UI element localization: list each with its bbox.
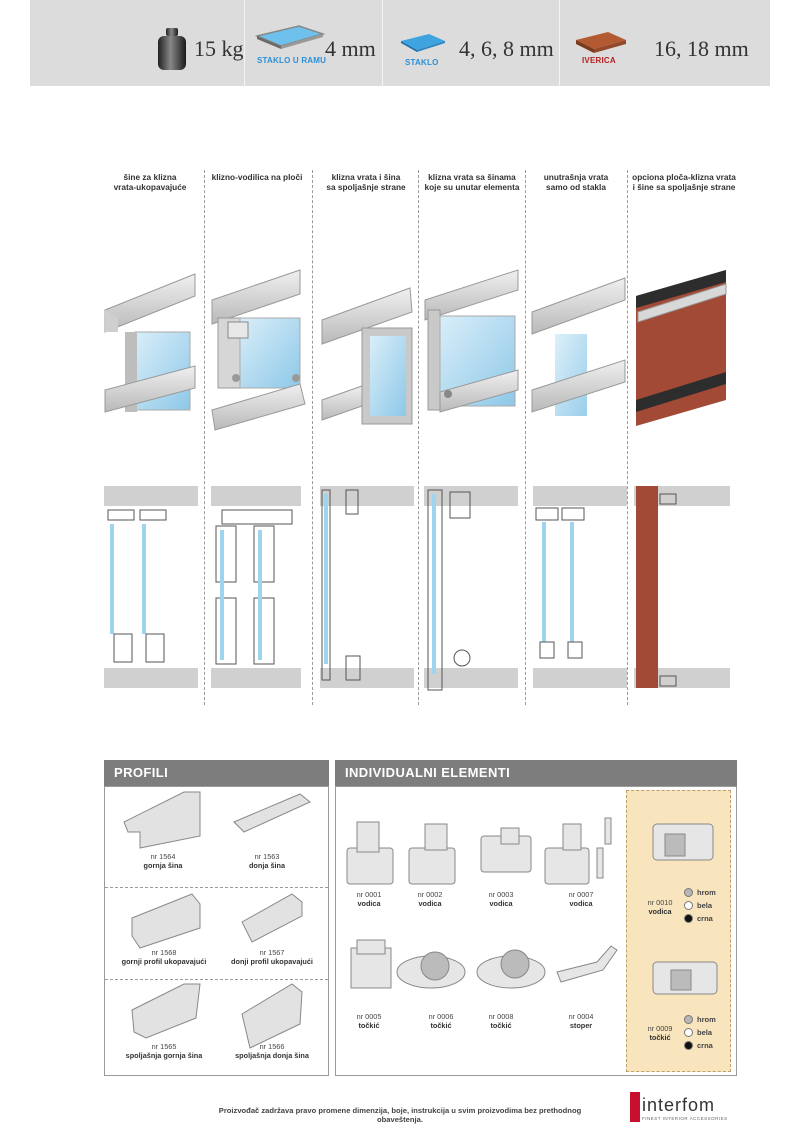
profile-caption-1567: nr 1567 donji profil ukopavajući (231, 948, 313, 966)
finish-crna: crna (684, 1041, 713, 1050)
column-title-2: klizno-vodilica na ploči (211, 172, 303, 182)
illustration-board-guide (212, 270, 305, 430)
spec-framed-glass-value: 4 mm (325, 36, 376, 61)
spec-bar (30, 0, 770, 86)
finish-hrom: hrom (684, 888, 716, 897)
chrome-swatch-icon (684, 888, 693, 897)
illustration-inner-rail (425, 270, 518, 412)
finish-hrom: hrom (684, 1015, 716, 1024)
logo-tagline: FINEST INTERIOR ACCESSORIES (642, 1116, 728, 1121)
door-illustrations (0, 260, 800, 460)
illustration-recessed (105, 274, 195, 412)
section-inner-rail (428, 490, 470, 690)
spec-board-value: 16, 18 mm (654, 36, 749, 61)
spec-weight (30, 0, 245, 86)
black-swatch-icon (684, 914, 693, 923)
element-caption-0004: nr 0004 stoper (568, 1012, 594, 1030)
illustration-board-door (636, 270, 726, 426)
white-swatch-icon (684, 1028, 693, 1037)
column-title-1: šine za klizna vrata-ukopavajuće (113, 172, 187, 192)
section-outer-rail (322, 490, 360, 680)
column-title-3: klizna vrata i šina sa spoljašnje strane (326, 172, 406, 192)
column-title-4: klizna vrata sa šinama koje su unutar elementa (424, 172, 520, 192)
cross-section-diagrams (0, 480, 800, 695)
finish-bela: bela (684, 1028, 712, 1037)
board-icon (574, 30, 628, 56)
finish-bela: bela (684, 901, 712, 910)
spec-framed-glass-label: STAKLO U RAMU (257, 56, 327, 65)
spec-board (560, 0, 770, 86)
logo-mark-icon (630, 1092, 640, 1122)
weight-icon (154, 26, 190, 72)
profile-caption-1566: nr 1566 spoljašnja donja šina (235, 1042, 309, 1060)
profile-caption-1564: nr 1564 gornja šina (143, 852, 183, 870)
chrome-swatch-icon (684, 1015, 693, 1024)
spec-framed-glass (245, 0, 383, 86)
section-board-guide (216, 510, 292, 664)
profile-drawings (104, 786, 329, 1076)
element-caption-0003: nr 0003 vodica (488, 890, 514, 908)
spec-weight-value: 15 kg (194, 36, 244, 61)
illustration-glass-only (532, 278, 625, 416)
white-swatch-icon (684, 901, 693, 910)
element-caption-0006: nr 0006 točkić (428, 1012, 454, 1030)
section-recessed (108, 510, 166, 662)
section-board-door (636, 486, 676, 688)
framed-glass-icon (255, 24, 325, 50)
section-glass-only (536, 508, 584, 658)
finish-crna: crna (684, 914, 713, 923)
element-caption-0001: nr 0001 vodica (356, 890, 382, 908)
black-swatch-icon (684, 1041, 693, 1050)
illustration-outer-rail (322, 288, 412, 424)
glass-icon (399, 32, 447, 54)
element-caption-0007: nr 0007 vodica (568, 890, 594, 908)
element-caption-0002: nr 0002 vodica (417, 890, 443, 908)
profili-header: PROFILI (104, 760, 329, 786)
spec-board-label: IVERICA (582, 56, 616, 65)
elementi-header: INDIVIDUALNI ELEMENTI (335, 760, 737, 786)
element-caption-0008: nr 0008 točkić (488, 1012, 514, 1030)
profile-caption-1565: nr 1565 spoljašnja gornja šina (125, 1042, 203, 1060)
element-caption-0005: nr 0005 točkić (356, 1012, 382, 1030)
spec-glass-value: 4, 6, 8 mm (459, 36, 554, 61)
spec-glass (383, 0, 560, 86)
profile-caption-1568: nr 1568 gornji profil ukopavajući (121, 948, 207, 966)
column-title-6: opciona ploča-klizna vrata i šine sa spoljašnje strane (632, 172, 736, 192)
element-caption-0009: nr 0009 točkić (647, 1024, 673, 1042)
column-title-5: unutrašnja vrata samo od stakla (543, 172, 609, 192)
element-caption-0010: nr 0010 vodica (647, 898, 673, 916)
profile-caption-1563: nr 1563 donja šina (248, 852, 286, 870)
spec-glass-label: STAKLO (405, 58, 439, 67)
logo: interfom (642, 1095, 716, 1115)
disclaimer: Proizvođač zadržava pravo promene dimenzija, boje, instrukcija u svim proizvodima bez prethodnog obaveštenja. (218, 1106, 582, 1124)
